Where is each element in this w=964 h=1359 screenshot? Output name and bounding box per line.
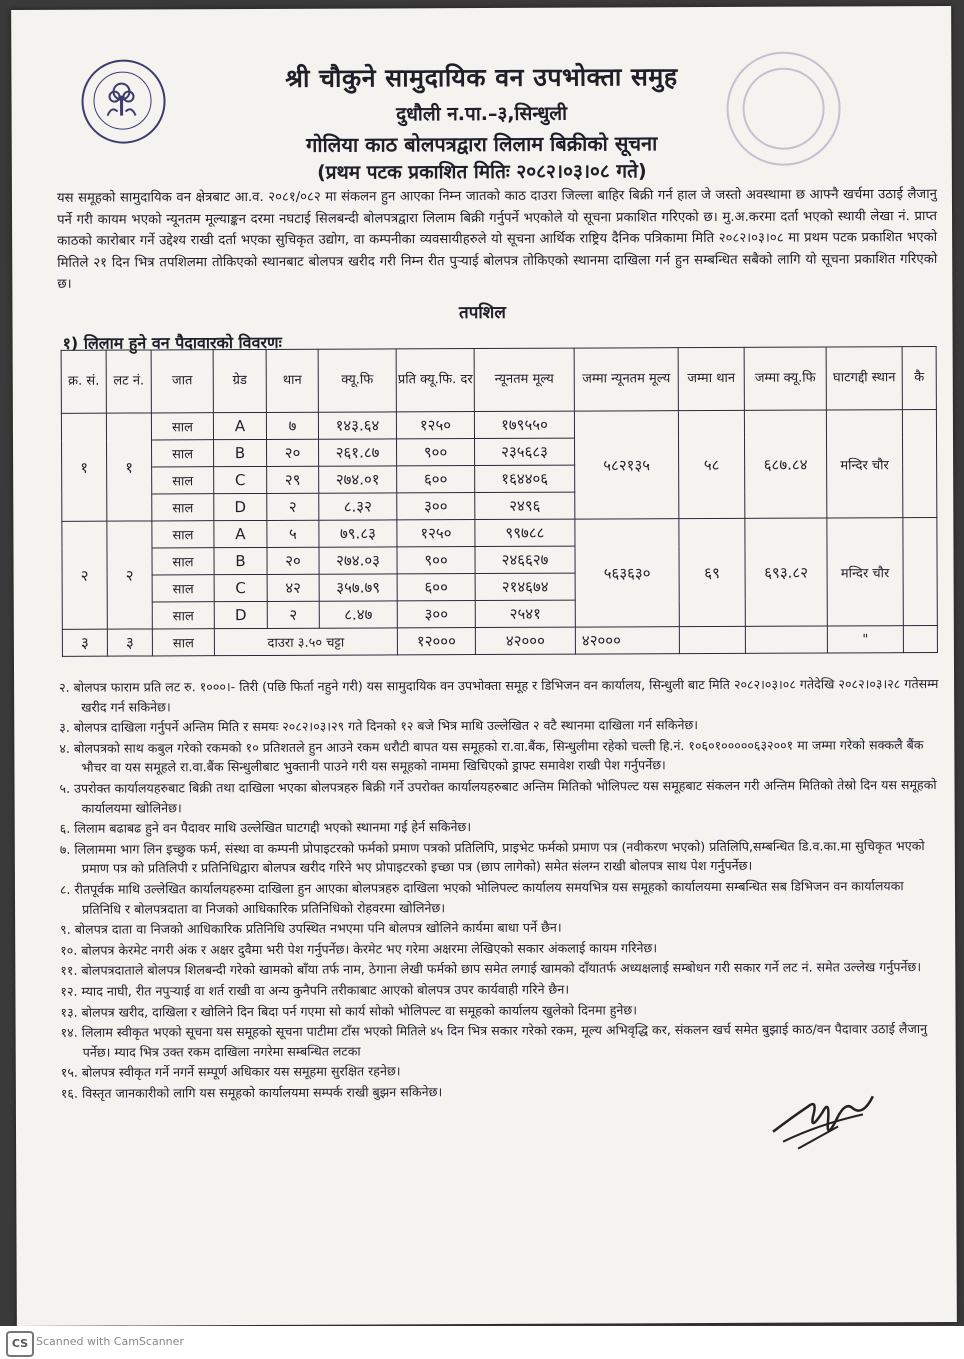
remarks-cell [902,410,936,518]
cft-cell: ७९.८३ [319,520,397,547]
rate-cell: ३०० [397,493,475,520]
min-price-cell: १६४४०६ [475,465,575,492]
species-cell: साल [152,467,214,494]
list-item: १६. विस्तृत जानकारीको लागि यस समूहको कार्यालयमा सम्पर्क राखी बुझन सकिनेछ। [60,1084,443,1101]
column-header: लट नं. [106,350,151,413]
min-price-cell: १७९५५० [474,411,574,438]
column-header: जम्मा क्यू.फि [744,347,826,410]
grade-cell: D [214,601,267,628]
serial-cell: ३ [62,629,107,656]
list-item: १३. बोलपत्र खरीद, दाखिला र खोलिने दिन बिदा पर्न गएमा सो कार्य सोको भोलिपल्ट वा समूहको कार्यालय खुलेको दिनमा हुनेछ। [60,1001,638,1020]
total-min-price-cell: ५८२१३५ [574,411,678,519]
pieces-cell: २ [267,493,319,520]
column-header: जम्मा थान [678,347,744,410]
scanner-footer [0,1326,964,1359]
scanner-credit: Scanned with CamScanner [36,1335,184,1348]
total-pieces-cell [679,626,745,653]
total-pieces-cell: ५८ [678,410,744,518]
list-item: १४. लिलाम स्वीकृत भएको सूचना यस समूहको सूचना पाटीमा टाँस भएको मितिले ४५ दिन भित्र सकार गरेको रकम, मूल्य अभिवृद्धि कर, संकलन खर्च समेत बुझाई काठ/वन पैदावार उठाई लैजानु पर्नेछ। म्याद भित्र उक्त रकम दाखिला नगरेमा सम्बन्धित लटका [60,1021,928,1060]
pieces-cell: २ [267,601,319,628]
section-title: १) लिलाम हुने वन पैदावारको विवरणः [62,332,282,353]
list-item: १२. म्याद नाघी, रीत नपुर्‍याई वा शर्त राखी वा अन्य कुनैपनि तरीकाबाट आएको बोलपत्र उपर कार्यवाही गरिने छैन। [60,981,570,999]
species-cell: साल [152,521,214,548]
column-header: जम्मा न्यूनतम मूल्य [574,348,678,411]
list-item: २. बोलपत्र फाराम प्रति लट रु. १०००।- तिरी (पछि फिर्ता नहुने गरी) यस सामुदायिक वन उपभोक्ता समूह र डिभिजन वन कार्यालय, सिन्धुली बाट मिति २०८२।०३।०८ गतेदेखि २०८२।०३।२८ गतेसम्म खरीद गर्न सकिनेछ। [59,676,939,715]
camscanner-logo-icon: CS [6,1331,34,1357]
column-header: जात [151,350,213,413]
grade-cell: B [214,547,267,574]
rate-cell: ६०० [397,466,475,493]
grade-cell: C [214,574,267,601]
column-header: ग्रेड [213,349,266,412]
species-cell: साल [151,413,213,440]
list-item: ३. बोलपत्र दाखिला गर्नुपर्ने अन्तिम मिति र समयः २०८२।०३।२९ गते दिनको १२ बजे भित्र माथि उल्लेखित २ वटै स्थानमा दाखिला गर्न सकिनेछ। [59,717,699,736]
cft-cell: ३५७.७९ [319,574,397,601]
rate-cell: ९०० [397,547,475,574]
rate-cell: १२५० [396,412,474,439]
min-price-cell: २५४१ [475,600,575,627]
species-cell: साल [152,629,214,656]
min-price-cell: २४६६२७ [475,546,575,573]
list-item: ९. बोलपत्र दाता वा निजको आधिकारिक प्रतिनिधि उपस्थित नभएमा पनि बोलपत्र खोलिने कार्यमा बाधा पर्ने छैन। [60,919,562,937]
remarks-cell [903,626,937,653]
grade-cell: A [213,412,266,439]
list-item: ११. बोलपत्रदाताले बोलपत्र शिलबन्दी गरेको खामको बाँया तर्फ नाम, ठेगाना लेखी फर्मको छाप समेत लगाई खामको दाँयातर्फ अध्यक्षलाई सम्बोधन गरी सकार गर्ने लट नं. समेत उल्लेख गर्नुपर्नेछ। [60,959,922,979]
rate-cell: १२५० [397,520,475,547]
details-heading: तपशिल [458,302,506,324]
notice-document [11,6,957,1326]
total-pieces-cell: ६९ [679,518,745,626]
depot-cell: मन्दिर चौर [827,518,903,626]
rate-cell: ६०० [397,574,475,601]
min-price-cell: २३५६८३ [475,438,575,465]
table-row [62,518,937,549]
lot-cell: १ [106,413,151,521]
list-item: १५. बोलपत्र स्वीकृत गर्ने नगर्ने सम्पूर्ण अधिकार यस समूहमा सुरक्षित रहनेछ। [60,1063,401,1081]
total-cft-cell: ६८७.८४ [744,410,826,518]
pieces-cell: ४२ [267,574,319,601]
column-header: क्र. सं. [61,350,106,413]
species-cell: साल [152,575,214,602]
notice-title: गोलिया काठ बोलपत्रद्वारा लिलाम बिक्रीको सूचना [306,131,658,157]
species-cell: साल [152,494,214,521]
list-item: ५. उपरोक्त कार्यालयहरुबाट बिक्री तथा दाखिला भएका बोलपत्रहरु बिक्री गर्ने उपरोक्त कार्यालयहरुबाट अन्तिम मितिको भोलिपल्ट यस समूहबाट संकलन गरी अन्तिम मितिको तेस्रो दिन यस समूहको कार्यालयमा खोलिनेछ। [59,776,937,816]
intro-paragraph: यस समूहको सामुदायिक वन क्षेत्रबाट आ.व. २०८१/०८२ मा संकलन हुन आएका निम्न जातको काठ दाउरा जिल्ला बाहिर बिक्री गर्न हाल जे जस्तो अवस्थामा छ आफ्नै खर्चमा उठाई लैजानु पर्ने गरी कायम भएको न्यूनतम मूल्याङ्कन दरमा नघटाई सिलबन्दी बोलपत्रद्वारा लिलाम बिक्री गर्नुपर्ने भएकोले यो सूचना प्रकाशित गरिएको छ। मु.अ.करमा दर्ता भएको स्थायी लेखा नं. प्राप्त काठको कारोबार गर्ने उद्देश्य राखी दर्ता भएका सुचिकृत उद्योग, वा कम्पनीका व्यवसायीहरुले यो सूचना आर्थिक राष्ट्रिय दैनिक पत्रिकामा मिति २०८२।०३।०८ मा प्रथम पटक प्रकाशित भएको मितिले २१ दिन भित्र तपशिलमा तोकिएको स्थानबाट बोलपत्र खरीद गरी निम्न रीत पुर्‍याई बोलपत्र तोकिएको स्थानमा दाखिला गर्न हुन सम्बन्धित सबैको लागि यो सूचना प्रकाशित गरिएको छ। [56,187,938,292]
species-cell: साल [152,602,214,629]
pieces-cell: २० [267,439,319,466]
column-header: न्यूनतम मूल्य [474,348,574,411]
pieces-cell: २० [267,547,319,574]
pieces-cell: ७ [266,412,318,439]
table-row [62,626,937,657]
table-row [61,410,936,441]
total-min-price-cell: ४२००० [575,627,679,654]
grade-cell: A [214,520,267,547]
publication-date: (प्रथम पटक प्रकाशित मितिः २०८२।०३।०८ गते) [317,160,647,184]
column-header: कै [902,347,936,410]
depot-cell: " [827,626,903,653]
total-cft-cell [745,626,827,653]
list-item: १०. बोलपत्र केरमेट नगरी अंक र अक्षर दुवैमा भरी पेश गर्नुपर्नेछ। केरमेट भए गरेमा अक्षरमा लेखिएको सकार अंकलाई कायम गरिनेछ। [60,939,658,958]
rate-cell: ९०० [397,439,475,466]
depot-cell: मन्दिर चौर [826,410,902,518]
organization-title: श्री चौकुने सामुदायिक वन उपभोक्ता समुह [285,62,678,93]
signature-icon [768,1086,878,1156]
lot-cell: २ [107,521,152,629]
list-item: ६. लिलाम बढाबढ हुने वन पैदावर माथि उल्लेखित घाटगद्दी भएको स्थानमा गई हेर्न सकिनेछ। [59,819,472,837]
species-cell: साल [152,440,214,467]
total-cft-cell: ६९३.८२ [745,518,827,626]
cft-cell: २७४.०१ [319,466,397,493]
pieces-cell: २९ [267,466,319,493]
column-header: थान [266,349,318,412]
cft-cell: १४३.६४ [318,412,396,439]
auction-table [61,346,938,657]
pieces-cell: ५ [267,520,319,547]
grade-cell: C [214,466,267,493]
min-price-cell: ४२००० [475,627,575,654]
grade-cell: D [214,493,267,520]
column-header: क्यू.फि [318,349,396,412]
rate-cell: १२००० [397,628,475,655]
min-price-cell: २४९६ [475,492,575,519]
list-item: ७. लिलाममा भाग लिन इच्छुक फर्म, संस्था वा कम्पनी प्रोपाइटरको फर्मको प्रमाण पत्रको प्रतिलिपि, प्राइभेट फर्मको प्रमाण पत्र (नवीकरण भएको) प्रतिलिपि,सम्बन्धित डि.व.का.मा सुचिकृत भएको प्रमाण पत्र को प्रतिलिपी र प्रतिनिधिद्वारा बोलपत्र खरीद गरिने भए प्रोपाइटरको इच्छा पत्र (छाप लागेको) समेत संलग्न राखी बोलपत्र साथ पेश गर्नुपर्नेछ। [59,837,925,877]
lot-cell: ३ [107,629,152,656]
grade-cell: B [214,439,267,466]
serial-cell: २ [62,521,107,629]
rate-cell: ३०० [397,601,475,628]
species-cell: साल [152,548,214,575]
min-price-cell: २१४६७४ [475,573,575,600]
list-item: ४. बोलपत्रको साथ कबुल गरेको रकमको १० प्रतिशतले हुन आउने रकम धरौटी बापत यस समूहको रा.वा.बैंक, सिन्धुलीमा रहेको चल्ती हि.नं. १०६०१०००००६३२००१ मा जम्मा गरेको सक्कलै बैंक भौचर वा यस समूहले रा.वा.बैंक सिन्धुलीबाट भुक्तानी पाउने गरी यस समूहको नाममा खिचिएको ड्राफ्ट समावेश राखी पेश गर्नुपर्नेछ। [59,736,924,776]
column-header: प्रति क्यू.फि. दर [396,349,474,412]
min-price-cell: ९९७८८ [475,519,575,546]
serial-cell: १ [61,413,106,521]
list-item: ८. रीतपूर्वक माथि उल्लेखित कार्यालयहरुमा दाखिला हुन आएका बोलपत्रहरु दाखिला भएको भोलिपल्ट कार्यालय समयभित्र यस समूहको कार्यालयमा सम्बन्धित सब डिभिजन वन कार्यालयका प्रतिनिधि र बोलपत्रदाता वा निजको आधिकारिक प्रतिनिधिको रोहवरमा खोलिनेछ। [59,878,904,917]
firewood-description-cell: दाउरा ३.५० चट्टा [214,628,397,656]
remarks-cell [903,518,937,626]
terms-list [59,674,946,1104]
cft-cell: २६१.८७ [319,439,397,466]
cft-cell: २७४.०३ [319,547,397,574]
total-min-price-cell: ५६३६३० [575,519,679,627]
cft-cell: ८.३२ [319,493,397,520]
column-header: घाटगद्दी स्थान [826,347,902,410]
cft-cell: ८.४७ [319,601,397,628]
organization-address: दुधौली न.पा.–३,सिन्धुली [396,102,568,126]
table-header-row [61,347,936,414]
